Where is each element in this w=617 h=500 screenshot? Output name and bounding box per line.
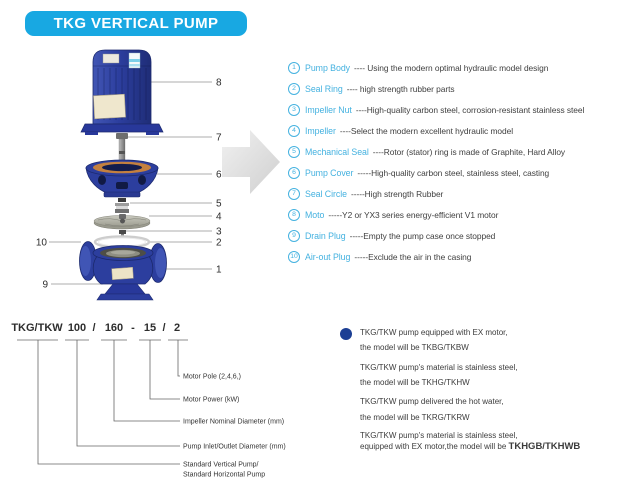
part-name: Drain Plug bbox=[305, 230, 346, 241]
part-description: ----Rotor (stator) ring is made of Graphite, Hard Alloy bbox=[372, 146, 566, 157]
transition-arrow-icon bbox=[222, 126, 284, 198]
part-number-badge: 3 bbox=[288, 104, 300, 116]
part-item-10 bbox=[288, 246, 584, 267]
part-item-2 bbox=[288, 78, 584, 99]
impeller-nut-illustration bbox=[119, 230, 126, 236]
model-label-power: Motor Power (kW) bbox=[183, 396, 240, 404]
model-code-diagram bbox=[8, 316, 328, 486]
callout-3: 3 bbox=[216, 226, 222, 238]
part-item-3 bbox=[288, 99, 584, 120]
model-token-pole: 2 bbox=[173, 322, 181, 334]
note-line: TKG/TKW pump's material is stainless steel, bbox=[360, 363, 518, 372]
mechanical-seal-illustration bbox=[115, 198, 129, 213]
part-item-5 bbox=[288, 141, 584, 162]
part-item-4 bbox=[288, 120, 584, 141]
callout-8: 8 bbox=[216, 77, 222, 89]
part-item-8 bbox=[288, 204, 584, 225]
impeller-illustration bbox=[94, 214, 150, 229]
part-item-7 bbox=[288, 183, 584, 204]
part-description: -----Empty the pump case once stopped bbox=[349, 230, 496, 241]
note-model-code: TKHGB/TKHWB bbox=[508, 441, 581, 452]
model-token-sep1: / bbox=[92, 322, 96, 334]
model-label-impeller: Impeller Nominal Diameter (mm) bbox=[183, 418, 285, 426]
part-name: Seal Circle bbox=[305, 188, 347, 199]
part-description: ----High-quality carbon steel, corrosion-resistant stainless steel bbox=[355, 104, 585, 115]
callout-1: 1 bbox=[216, 264, 222, 276]
part-name: Air-out Plug bbox=[305, 251, 351, 262]
part-number-badge: 5 bbox=[288, 146, 300, 158]
pump-body-illustration bbox=[80, 242, 167, 301]
pump-body-label bbox=[112, 267, 134, 279]
part-item-6 bbox=[288, 162, 584, 183]
part-description: -----High strength Rubber bbox=[350, 188, 444, 199]
model-token-inlet: 100 bbox=[67, 322, 87, 334]
note-bullet-icon bbox=[340, 328, 352, 340]
part-number-badge: 7 bbox=[288, 188, 300, 200]
pump-cover-illustration bbox=[86, 160, 158, 197]
model-label-series1: Standard Vertical Pump/ bbox=[183, 461, 259, 469]
note-line: the model will be TKHG/TKHW bbox=[360, 378, 470, 387]
part-description: ---- high strength rubber parts bbox=[346, 83, 455, 94]
part-number-badge: 9 bbox=[288, 230, 300, 242]
motor-illustration bbox=[81, 50, 163, 135]
callout-10: 10 bbox=[35, 237, 47, 249]
motor-side-tag bbox=[129, 53, 140, 68]
model-label-inlet: Pump Inlet/Outlet Diameter (mm) bbox=[183, 443, 286, 451]
callout-5: 5 bbox=[216, 198, 222, 210]
part-number-badge: 8 bbox=[288, 209, 300, 221]
note-line: the model will be TKRG/TKRW bbox=[360, 413, 470, 422]
part-name: Impeller bbox=[305, 125, 336, 136]
part-description: -----Exclude the air in the casing bbox=[354, 251, 472, 262]
model-code-connectors bbox=[17, 340, 188, 464]
part-description: ----Select the modern excellent hydraulic model bbox=[339, 125, 514, 136]
note-line-prefix: equipped with EX motor,the model will be bbox=[360, 442, 509, 451]
part-name: Seal Ring bbox=[305, 83, 343, 94]
model-label-pole: Motor Pole (2,4,6,) bbox=[183, 373, 241, 381]
part-number-badge: 2 bbox=[288, 83, 300, 95]
page-title: TKG VERTICAL PUMP bbox=[53, 15, 219, 32]
part-name: Pump Body bbox=[305, 62, 351, 73]
model-token-impeller: 160 bbox=[104, 322, 124, 334]
note-line: the model will be TKBG/TKBW bbox=[360, 343, 469, 352]
model-label-series2: Standard Horizontal Pump bbox=[183, 471, 266, 479]
part-description: ---- Using the modern optimal hydraulic model design bbox=[354, 62, 549, 73]
part-name: Impeller Nut bbox=[305, 104, 352, 115]
note-line: TKG/TKW pump equipped with EX motor, bbox=[360, 328, 508, 337]
parts-list bbox=[288, 57, 584, 267]
model-token-sep3: / bbox=[162, 322, 166, 334]
note-line: TKG/TKW pump delivered the hot water, bbox=[360, 397, 504, 406]
note-line: TKG/TKW pump's material is stainless steel, bbox=[360, 431, 518, 440]
motor-nameplate bbox=[93, 94, 125, 119]
callout-2: 2 bbox=[216, 237, 222, 249]
callout-7: 7 bbox=[216, 132, 222, 144]
part-name: Moto bbox=[305, 209, 325, 220]
title-banner bbox=[25, 11, 247, 36]
part-item-9 bbox=[288, 225, 584, 246]
model-token-sep2: - bbox=[131, 322, 135, 334]
model-token-series: TKG/TKW bbox=[11, 322, 63, 334]
part-name: Mechanical Seal bbox=[305, 146, 369, 157]
part-description: -----Y2 or YX3 series energy-efficient V1 motor bbox=[328, 209, 499, 220]
note-line bbox=[360, 441, 580, 452]
model-token-power: 15 bbox=[143, 322, 157, 334]
part-number-badge: 10 bbox=[288, 251, 300, 263]
callout-4: 4 bbox=[216, 211, 222, 223]
notes-section bbox=[360, 327, 580, 452]
part-description: -----High-quality carbon steel, stainless steel, casting bbox=[357, 167, 550, 178]
pump-base bbox=[105, 284, 145, 294]
part-number-badge: 6 bbox=[288, 167, 300, 179]
part-item-1 bbox=[288, 57, 584, 78]
callout-6: 6 bbox=[216, 169, 222, 181]
callout-9: 9 bbox=[42, 279, 48, 291]
part-name: Pump Cover bbox=[305, 167, 354, 178]
part-number-badge: 1 bbox=[288, 62, 300, 74]
part-number-badge: 4 bbox=[288, 125, 300, 137]
motor-top-label bbox=[103, 54, 119, 63]
pump-exploded-diagram bbox=[15, 40, 245, 310]
